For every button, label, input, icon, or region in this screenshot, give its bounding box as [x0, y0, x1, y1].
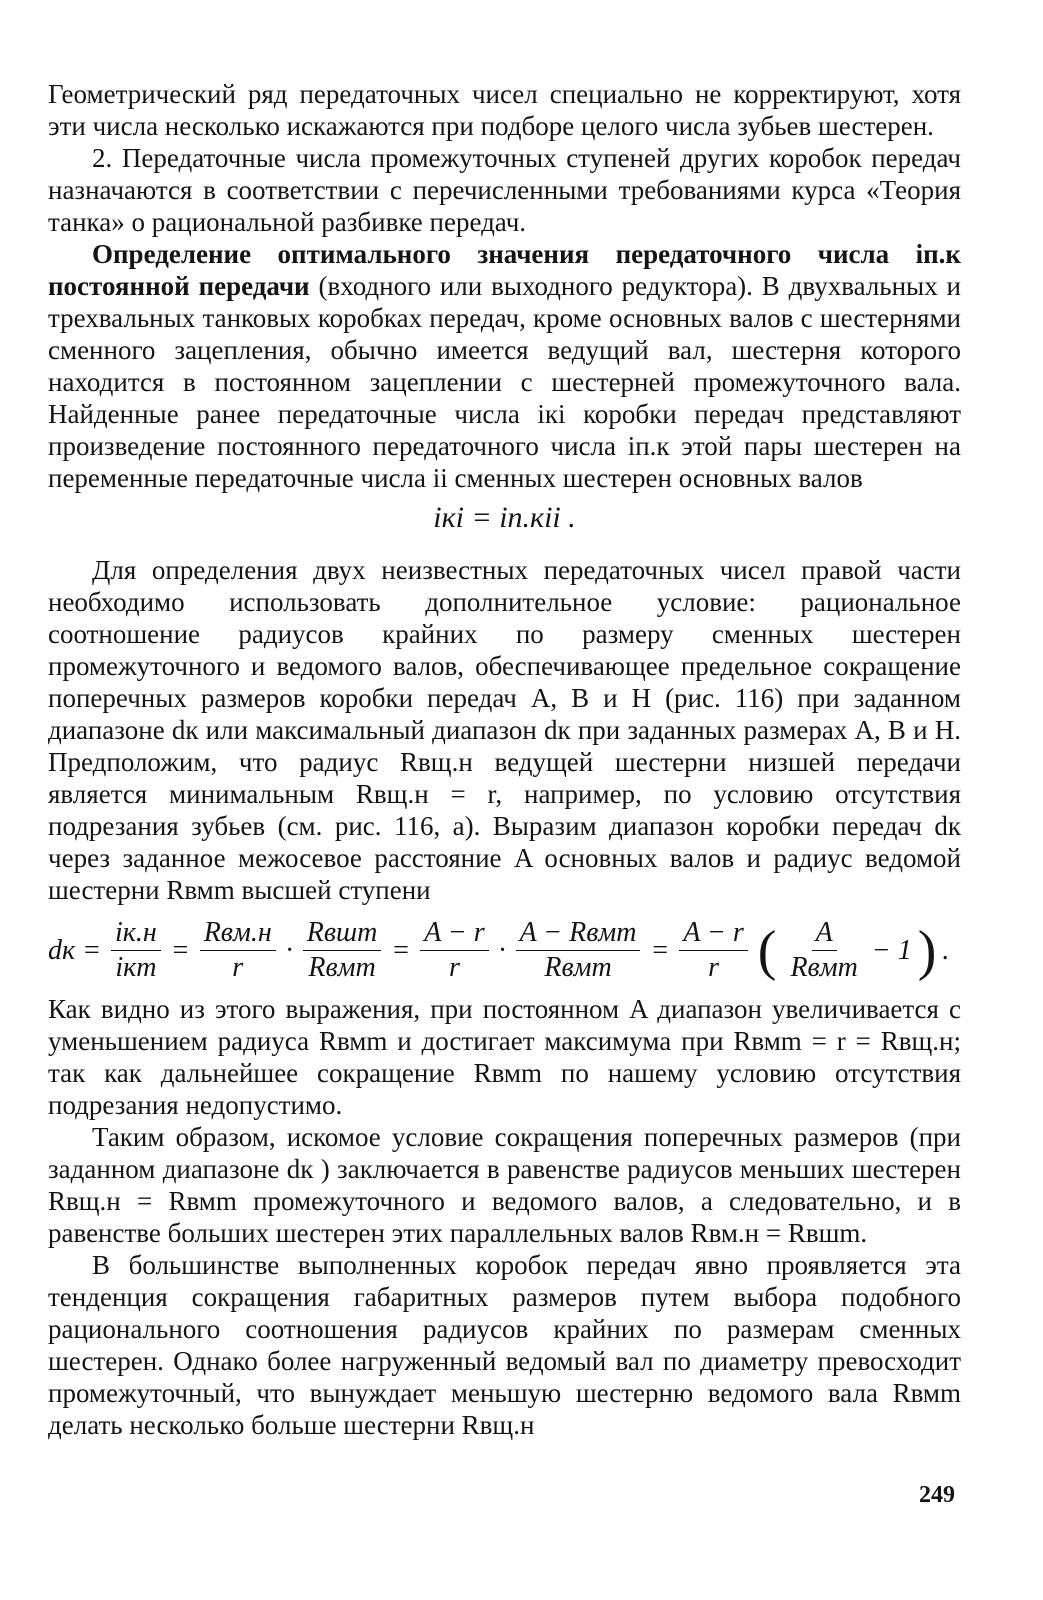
paragraph-3-text: (входного или выходного редуктора). В двухвальных и трехвальных танковых коробках передач, кроме основных валов с шестернями сменного зацепления, обычно имеется ведущий вал, шестерня которого находится в постоянном зацеплении с шестерней промежуточного вала. Найденные ранее передаточные числа iкi коробки передач представляют произведение постоянного передаточного числа iп.к этой пары шестерен на переменные передаточные числа ii сменных шестерен основных валов — [48, 271, 961, 493]
fraction-6-numerator: A − r — [679, 916, 747, 951]
fraction-1 — [111, 916, 161, 985]
fraction-3-denominator: Rвмm — [308, 952, 376, 983]
fraction-7-numerator: A — [812, 916, 837, 951]
minus-one: − 1 — [871, 934, 912, 966]
fraction-3 — [303, 916, 382, 985]
fraction-4-numerator: A − r — [420, 916, 488, 951]
fraction-1-numerator: iк.н — [111, 916, 161, 951]
formula-lhs: dк = — [48, 934, 101, 966]
fraction-4-denominator: r — [448, 952, 460, 983]
fraction-5-denominator: Rвмm — [544, 952, 612, 983]
paragraph-4: Для определения двух неизвестных передаточных чисел правой части необходимо использовать дополнительное условие: рациональное соотношение радиусов крайних по размеру сменных шестерен промежуточного и ведомого валов, обеспечивающее предельное сокращение поперечных размеров коробки передач A, B и H (рис. 116) при заданном диапазоне dк или максимальный диапазон dк при заданных размерах A, B и H. Предположим, что радиус Rвщ.н ведущей шестерни низшей передачи является минимальным Rвщ.н = r, например, по условию отсутствия подрезания зубьев (см. рис. 116, а). Выразим диапазон коробки передач dк через заданное межосевое расстояние A основных валов и радиус ведомой шестерни Rвмm высшей ступени — [48, 555, 961, 905]
fraction-5 — [516, 916, 641, 985]
equals-sign: = — [170, 934, 190, 966]
fraction-5-numerator: A − Rвмm — [516, 916, 641, 951]
formula-range — [48, 916, 961, 985]
paragraph-6: Таким образом, искомое условие сокращения поперечных размеров (при заданном диапазоне dк ) заключается в равенстве радиусов меньших шестерен Rвщ.н = Rвмm промежуточного и ведомого валов, а следовательно, и в равенстве больших шестерен этих параллельных валов Rвм.н = Rвшm. — [48, 1122, 961, 1248]
right-parenthesis: ) — [917, 919, 937, 982]
paragraph-7: В большинстве выполненных коробок передач явно проявляется эта тенденция сокращения габаритных размеров путем выбора подобного рационального соотношения радиусов крайних по размерам сменных шестерен. Однако более нагруженный ведомый вал по диаметру превосходит промежуточный, что вынуждает меньшую шестерню ведомого вала Rвмm делать несколько больше шестерни Rвщ.н — [48, 1250, 961, 1440]
fraction-1-denominator: iкm — [115, 952, 157, 983]
fraction-7 — [786, 916, 861, 985]
multiply-dot: · — [285, 934, 293, 966]
fraction-2-denominator: r — [232, 952, 244, 983]
paragraph-5: Как видно из этого выражения, при постоянном A диапазон увеличивается с уменьшением радиуса Rвмm и достигает максимума при Rвмm = r = Rвщ.н; так как дальнейшее сокращение Rвмm по нашему условию отсутствия подрезания недопустимо. — [48, 994, 961, 1120]
equals-sign: = — [391, 934, 411, 966]
formula-end-period: . — [942, 934, 950, 966]
multiply-dot: · — [498, 934, 506, 966]
fraction-7-denominator: Rвмm — [790, 952, 858, 983]
fraction-6 — [679, 916, 747, 985]
fraction-4 — [420, 916, 488, 985]
fraction-3-numerator: Rвшm — [303, 916, 382, 951]
paragraph-3 — [48, 238, 961, 494]
fraction-2 — [200, 916, 276, 985]
paragraph-1: Геометрический ряд передаточных чисел специально не корректируют, хотя эти числа несколько искажаются при подборе целого числа зубьев шестерен. — [48, 79, 961, 141]
left-parenthesis: ( — [757, 919, 777, 982]
paragraph-2: 2. Передаточные числа промежуточных ступеней других коробок передач назначаются в соответствии с перечисленными требованиями курса «Теория танка» о рациональной разбивке передач. — [48, 143, 961, 237]
fraction-6-denominator: r — [708, 952, 720, 983]
section-heading: Определение оптимального значения передаточного числа iп.к постоянной передачи — [48, 239, 961, 301]
page-number: 249 — [919, 1482, 955, 1508]
formula-gear-ratio: iкi = iп.кii . — [433, 501, 576, 534]
fraction-2-numerator: Rвм.н — [200, 916, 276, 951]
equals-sign: = — [650, 934, 670, 966]
